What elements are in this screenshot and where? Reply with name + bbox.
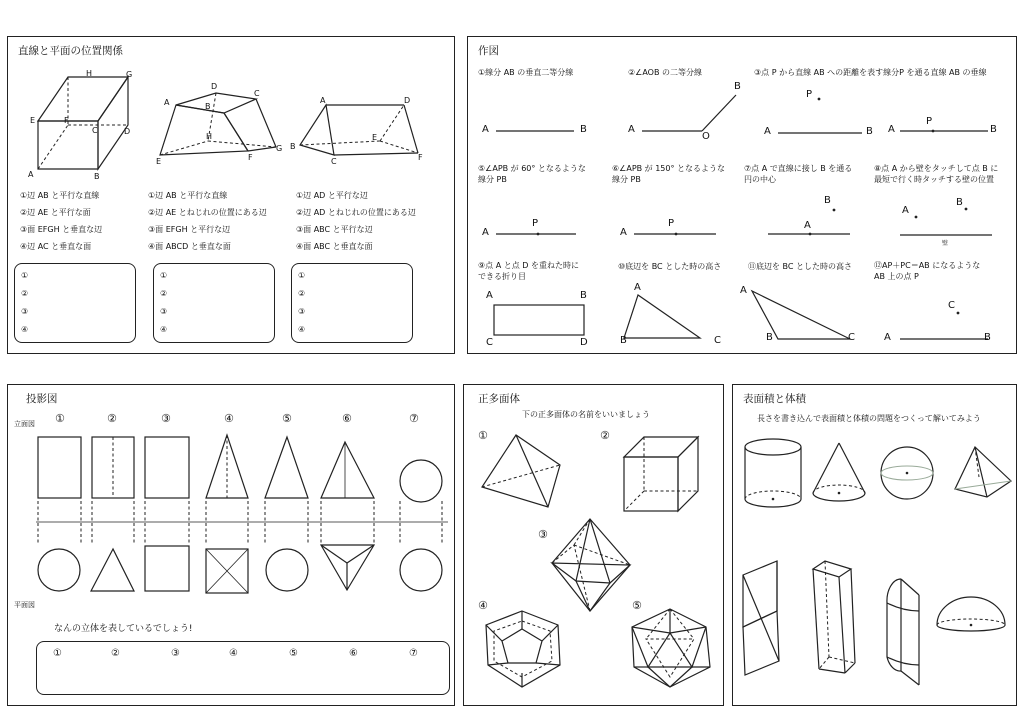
vertex-label: D — [404, 96, 411, 105]
point-label: A — [634, 282, 641, 293]
answer-mark: ② — [298, 289, 306, 298]
point-label: P — [532, 218, 539, 229]
question-item: ③面 EFGH と平行な辺 — [148, 225, 231, 234]
panel-positional-relations — [7, 36, 455, 354]
vertex-label: E — [372, 133, 378, 142]
panel-title: 直線と平面の位置関係 — [18, 45, 123, 57]
answer-box-3[interactable] — [291, 263, 413, 343]
construction-caption: ⑤∠APB が 60° となるような 線分 PB — [478, 164, 586, 184]
answer-number: ① — [53, 648, 62, 659]
panel-regular-polyhedra — [463, 384, 724, 706]
question-item: ②辺 AE とねじれの位置にある辺 — [148, 208, 267, 217]
construction-caption: ⑫AP＋PC＝AB になるような AB 上の点 P — [874, 261, 981, 281]
answer-number: ⑦ — [409, 648, 418, 659]
construction-caption: ⑨点 A と点 D を重ねた時に できる折り目 — [478, 261, 579, 281]
projection-answer-box[interactable] — [36, 641, 450, 695]
vertex-label: D — [211, 82, 218, 91]
panel-title: 作図 — [478, 45, 499, 57]
projection-question: なんの立体を表しているでしょう! — [54, 624, 193, 634]
figure-number: ① — [478, 429, 488, 442]
point-label: B — [620, 335, 627, 346]
question-item: ③面 ABC と平行な辺 — [296, 225, 373, 234]
point-label: B — [990, 124, 997, 135]
vertex-label: E — [156, 157, 162, 166]
point-label: A — [486, 290, 493, 301]
construction-caption: ⑦点 A で直線に接し B を通る 円の中心 — [744, 164, 853, 184]
answer-number: ④ — [229, 648, 238, 659]
point-label: P — [806, 89, 813, 100]
question-item: ①辺 AB と平行な直線 — [148, 191, 228, 200]
vertex-label: C — [254, 89, 260, 98]
panel-title: 投影図 — [26, 393, 58, 405]
figure-number: ⑥ — [342, 412, 352, 425]
answer-mark: ① — [21, 271, 29, 280]
vertex-label: D — [124, 127, 131, 136]
answer-mark: ① — [160, 271, 168, 280]
point-label: B — [580, 124, 587, 135]
vertex-label: A — [164, 98, 170, 107]
figure-number: ⑤ — [632, 599, 642, 612]
point-label: B — [956, 197, 963, 208]
answer-box-1[interactable] — [14, 263, 136, 343]
vertex-label: G — [126, 70, 133, 79]
figure-number: ⑦ — [409, 412, 419, 425]
figure-number: ① — [55, 412, 65, 425]
panel-projection — [7, 384, 455, 706]
point-label: A — [884, 332, 891, 343]
construction-caption: ⑧点 A から壁をタッチして点 B に 最短で行く時タッチする壁の位置 — [874, 164, 999, 184]
answer-mark: ② — [21, 289, 29, 298]
point-label: B — [580, 290, 587, 301]
construction-caption: ①線分 AB の垂直二等分線 — [478, 68, 574, 77]
vertex-label: F — [64, 116, 69, 125]
point-label: A — [620, 227, 627, 238]
figure-number: ② — [600, 429, 610, 442]
point-label: D — [580, 337, 588, 348]
vertex-label: A — [28, 170, 34, 179]
point-label: O — [702, 131, 710, 142]
question-item: ①辺 AD と平行な辺 — [296, 191, 368, 200]
construction-caption: ③点 P から直線 AB への距離を表す線分P を通る直線 AB の垂線 — [754, 68, 987, 77]
wall-label: 壁 — [942, 240, 949, 247]
point-label: A — [482, 227, 489, 238]
question-item: ②辺 AD とねじれの位置にある辺 — [296, 208, 416, 217]
answer-mark: ④ — [160, 325, 168, 334]
point-label: B — [984, 332, 991, 343]
panel-title: 正多面体 — [478, 393, 520, 405]
construction-caption: ⑪底辺を BC とした時の高さ — [748, 262, 853, 271]
point-label: C — [714, 335, 721, 346]
vertex-label: H — [206, 132, 213, 141]
vertex-label: H — [86, 69, 93, 78]
panel-subtitle: 長さを書き込んで表面積と体積の問題をつくって解いてみよう — [757, 414, 981, 423]
polyhedra-figures — [464, 385, 725, 707]
question-item: ④辺 AC と垂直な面 — [20, 242, 92, 251]
figure-number: ③ — [161, 412, 171, 425]
point-label: B — [866, 126, 873, 137]
vertex-label: F — [248, 153, 253, 162]
vertex-label: A — [320, 96, 326, 105]
vertex-label: E — [30, 116, 36, 125]
answer-mark: ④ — [21, 325, 29, 334]
figure-number: ② — [107, 412, 117, 425]
point-label: C — [486, 337, 493, 348]
panel-construction — [467, 36, 1017, 354]
solid-figures — [733, 385, 1018, 707]
answer-number: ⑥ — [349, 648, 358, 659]
point-label: P — [926, 116, 933, 127]
point-label: A — [888, 124, 895, 135]
point-label: A — [804, 220, 811, 231]
point-label: A — [482, 124, 489, 135]
top-view-label: 平面図 — [14, 601, 35, 609]
question-item: ①辺 AB と平行な直線 — [20, 191, 100, 200]
answer-number: ⑤ — [289, 648, 298, 659]
figure-number: ⑤ — [282, 412, 292, 425]
point-label: B — [734, 81, 741, 92]
answer-number: ③ — [171, 648, 180, 659]
point-label: C — [848, 332, 855, 343]
question-item: ③面 EFGH と垂直な辺 — [20, 225, 103, 234]
answer-box-2[interactable] — [153, 263, 275, 343]
construction-caption: ⑥∠APB が 150° となるような 線分 PB — [612, 164, 726, 184]
vertex-label: C — [92, 126, 98, 135]
answer-mark: ② — [160, 289, 168, 298]
panel-surface-volume — [732, 384, 1017, 706]
vertex-label: G — [276, 144, 283, 153]
construction-caption: ⑩底辺を BC とした時の高さ — [618, 262, 722, 271]
point-label: A — [902, 205, 909, 216]
figure-number: ④ — [224, 412, 234, 425]
vertex-label: C — [331, 157, 337, 166]
point-label: P — [668, 218, 675, 229]
figure-number: ③ — [538, 528, 548, 541]
figure-number: ④ — [478, 599, 488, 612]
answer-mark: ③ — [160, 307, 168, 316]
point-label: A — [628, 124, 635, 135]
answer-mark: ① — [298, 271, 306, 280]
vertex-label: B — [94, 172, 100, 181]
answer-number: ② — [111, 648, 120, 659]
question-item: ②辺 AE と平行な面 — [20, 208, 91, 217]
panel-subtitle: 下の正多面体の名前をいいましょう — [522, 410, 650, 419]
answer-mark: ④ — [298, 325, 306, 334]
vertex-label: F — [418, 153, 423, 162]
front-view-label: 立面図 — [14, 420, 35, 428]
construction-figures — [468, 37, 1018, 355]
panel-title: 表面積と体積 — [743, 393, 806, 405]
point-label: B — [824, 195, 831, 206]
point-label: A — [764, 126, 771, 137]
vertex-label: B — [205, 102, 211, 111]
point-label: C — [948, 300, 955, 311]
question-item: ④面 ABCD と垂直な面 — [148, 242, 231, 251]
question-item: ④面 ABC と垂直な面 — [296, 242, 373, 251]
point-label: A — [740, 285, 747, 296]
vertex-label: B — [290, 142, 296, 151]
construction-caption: ②∠AOB の二等分線 — [628, 68, 703, 77]
answer-mark: ③ — [298, 307, 306, 316]
answer-mark: ③ — [21, 307, 29, 316]
point-label: B — [766, 332, 773, 343]
